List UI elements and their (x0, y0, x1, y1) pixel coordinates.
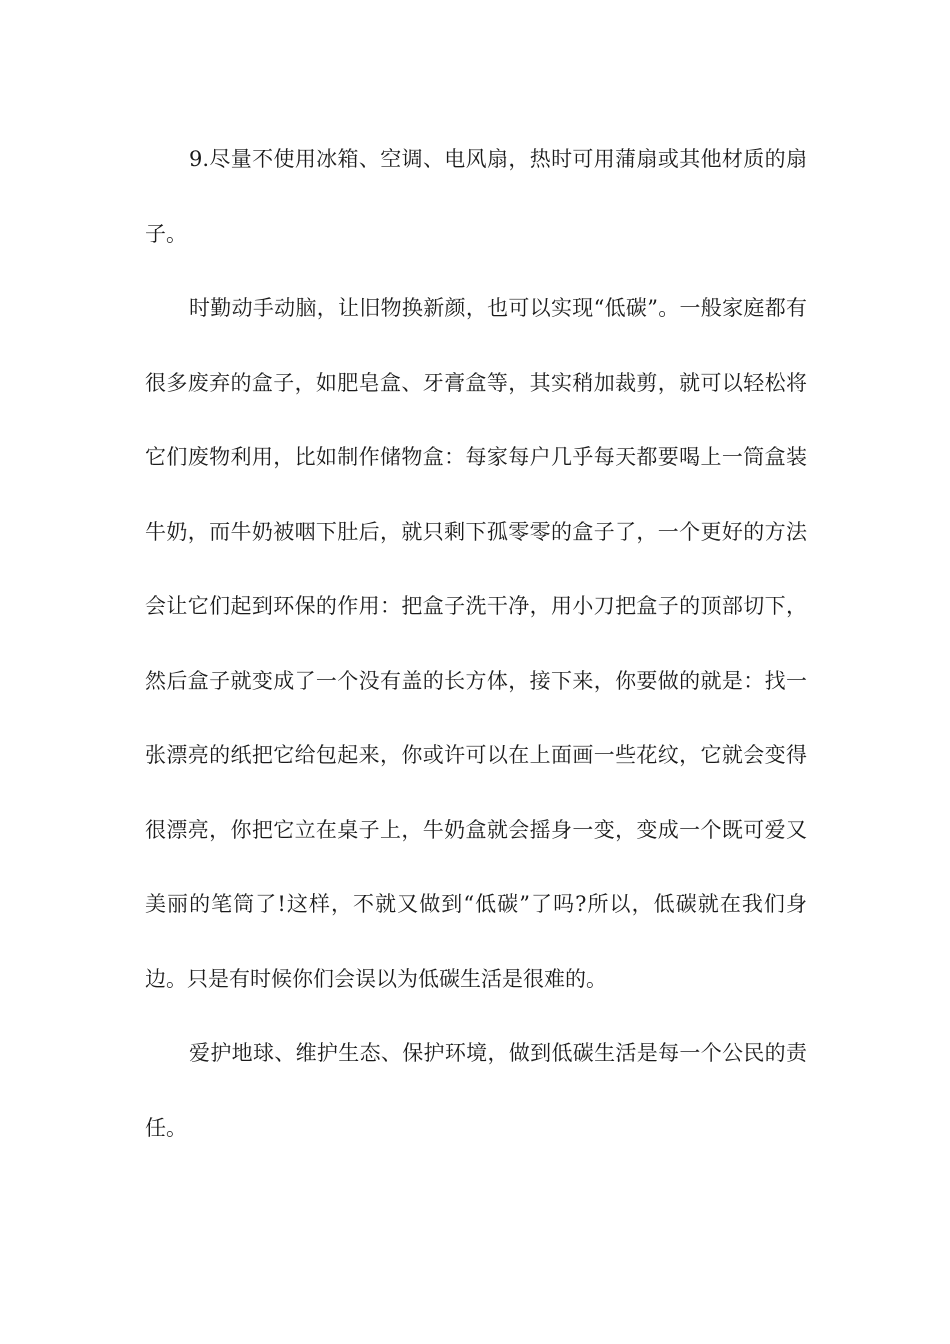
document-body (145, 122, 807, 1165)
paragraph-2: 时勤动手动脑，让旧物换新颜，也可以实现“低碳”。一般家庭都有很多废弃的盒子，如肥皂盒、牙膏盒等，其实稍加裁剪，就可以轻松将它们废物利用，比如制作储物盒：每家每户几乎每天都要喝上一筒盒装牛奶，而牛奶被咽下肚后，就只剩下孤零零的盒子了，一个更好的方法会让它们起到环保的作用：把盒子洗干净，用小刀把盒子的顶部切下，然后盒子就变成了一个没有盖的长方体，接下来，你要做的就是：找一张漂亮的纸把它给包起来，你或许可以在上面画一些花纹，它就会变得很漂亮，你把它立在桌子上，牛奶盒就会摇身一变，变成一个既可爱又美丽的笔筒了!这样，不就又做到“低碳”了吗?所以，低碳就在我们身边。只是有时候你们会误以为低碳生活是很难的。 (145, 296, 807, 991)
paragraph-3: 爱护地球、维护生态、保护环境，做到低碳生活是每一个公民的责任。 (145, 1041, 807, 1140)
paragraph-1: 9.尽量不使用冰箱、空调、电风扇，热时可用蒲扇或其他材质的扇子。 (145, 147, 807, 246)
